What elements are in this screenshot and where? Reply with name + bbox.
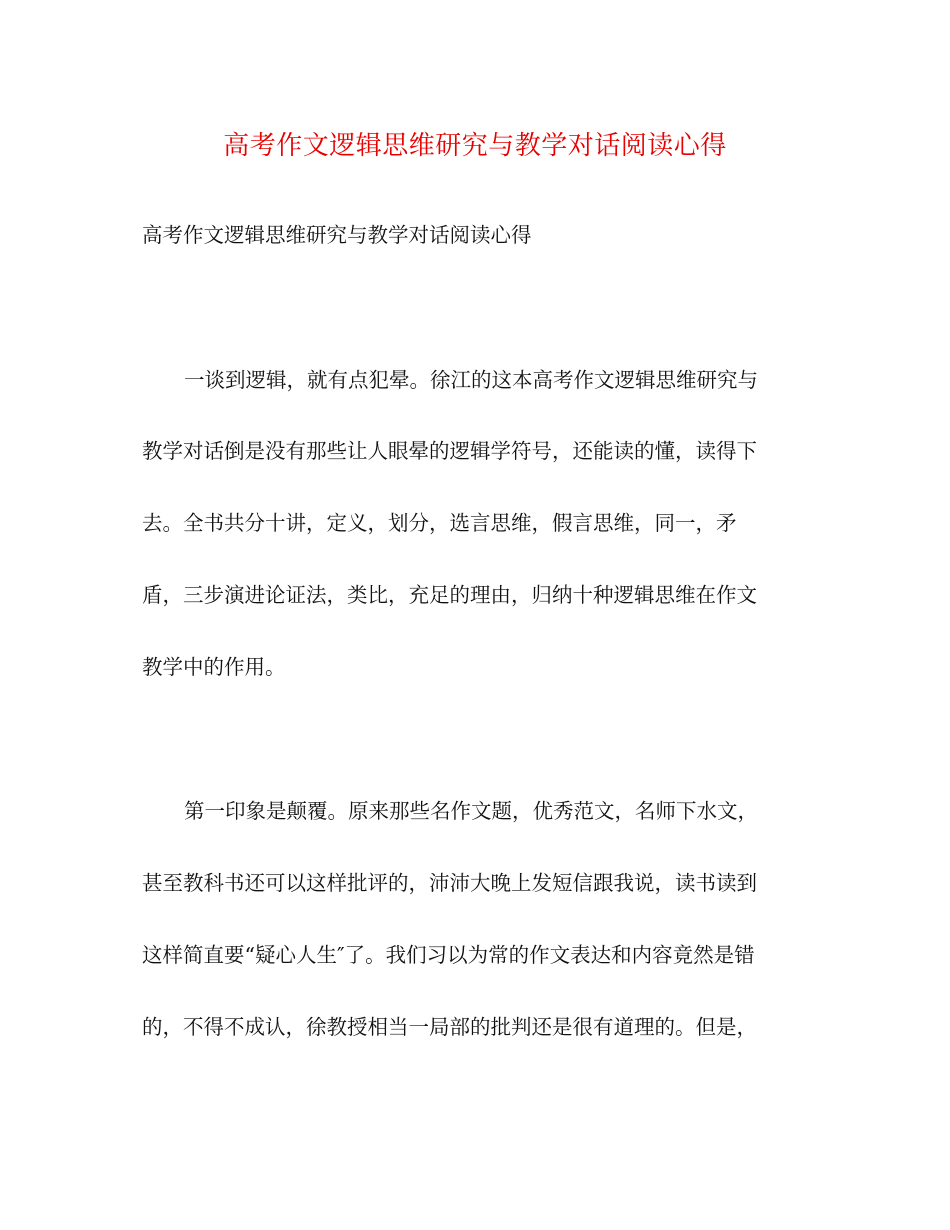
- paragraph-2-line-3: 这样简直要“疑心人生″了。我们习以为常的作文表达和内容竟然是错: [142, 943, 755, 967]
- paragraph-2-line-4: 的，不得不成认，徐教授相当一局部的批判还是很有道理的。但是，: [142, 1015, 757, 1039]
- document-title: 高考作文逻辑思维研究与教学对话阅读心得: [223, 131, 727, 161]
- paragraph-1-line-2: 教学对话倒是没有那些让人眼晕的逻辑学符号，还能读的懂，读得下: [142, 439, 757, 463]
- paragraph-2-line-1: 第一印象是颠覆。原来那些名作文题，优秀范文，名师下水文，: [184, 799, 758, 823]
- document-subtitle: 高考作文逻辑思维研究与教学对话阅读心得: [142, 223, 532, 247]
- paragraph-1-line-3: 去。全书共分十讲，定义，划分，选言思维，假言思维，同一，矛: [142, 511, 737, 535]
- paragraph-1-line-5: 教学中的作用。: [142, 655, 286, 679]
- paragraph-1-line-4: 盾，三步演进论证法，类比，充足的理由，归纳十种逻辑思维在作文: [142, 583, 757, 607]
- paragraph-2-line-2: 甚至教科书还可以这样批评的，沛沛大晚上发短信跟我说，读书读到: [142, 871, 757, 895]
- paragraph-1-line-1: 一谈到逻辑，就有点犯晕。徐江的这本高考作文逻辑思维研究与: [184, 368, 758, 392]
